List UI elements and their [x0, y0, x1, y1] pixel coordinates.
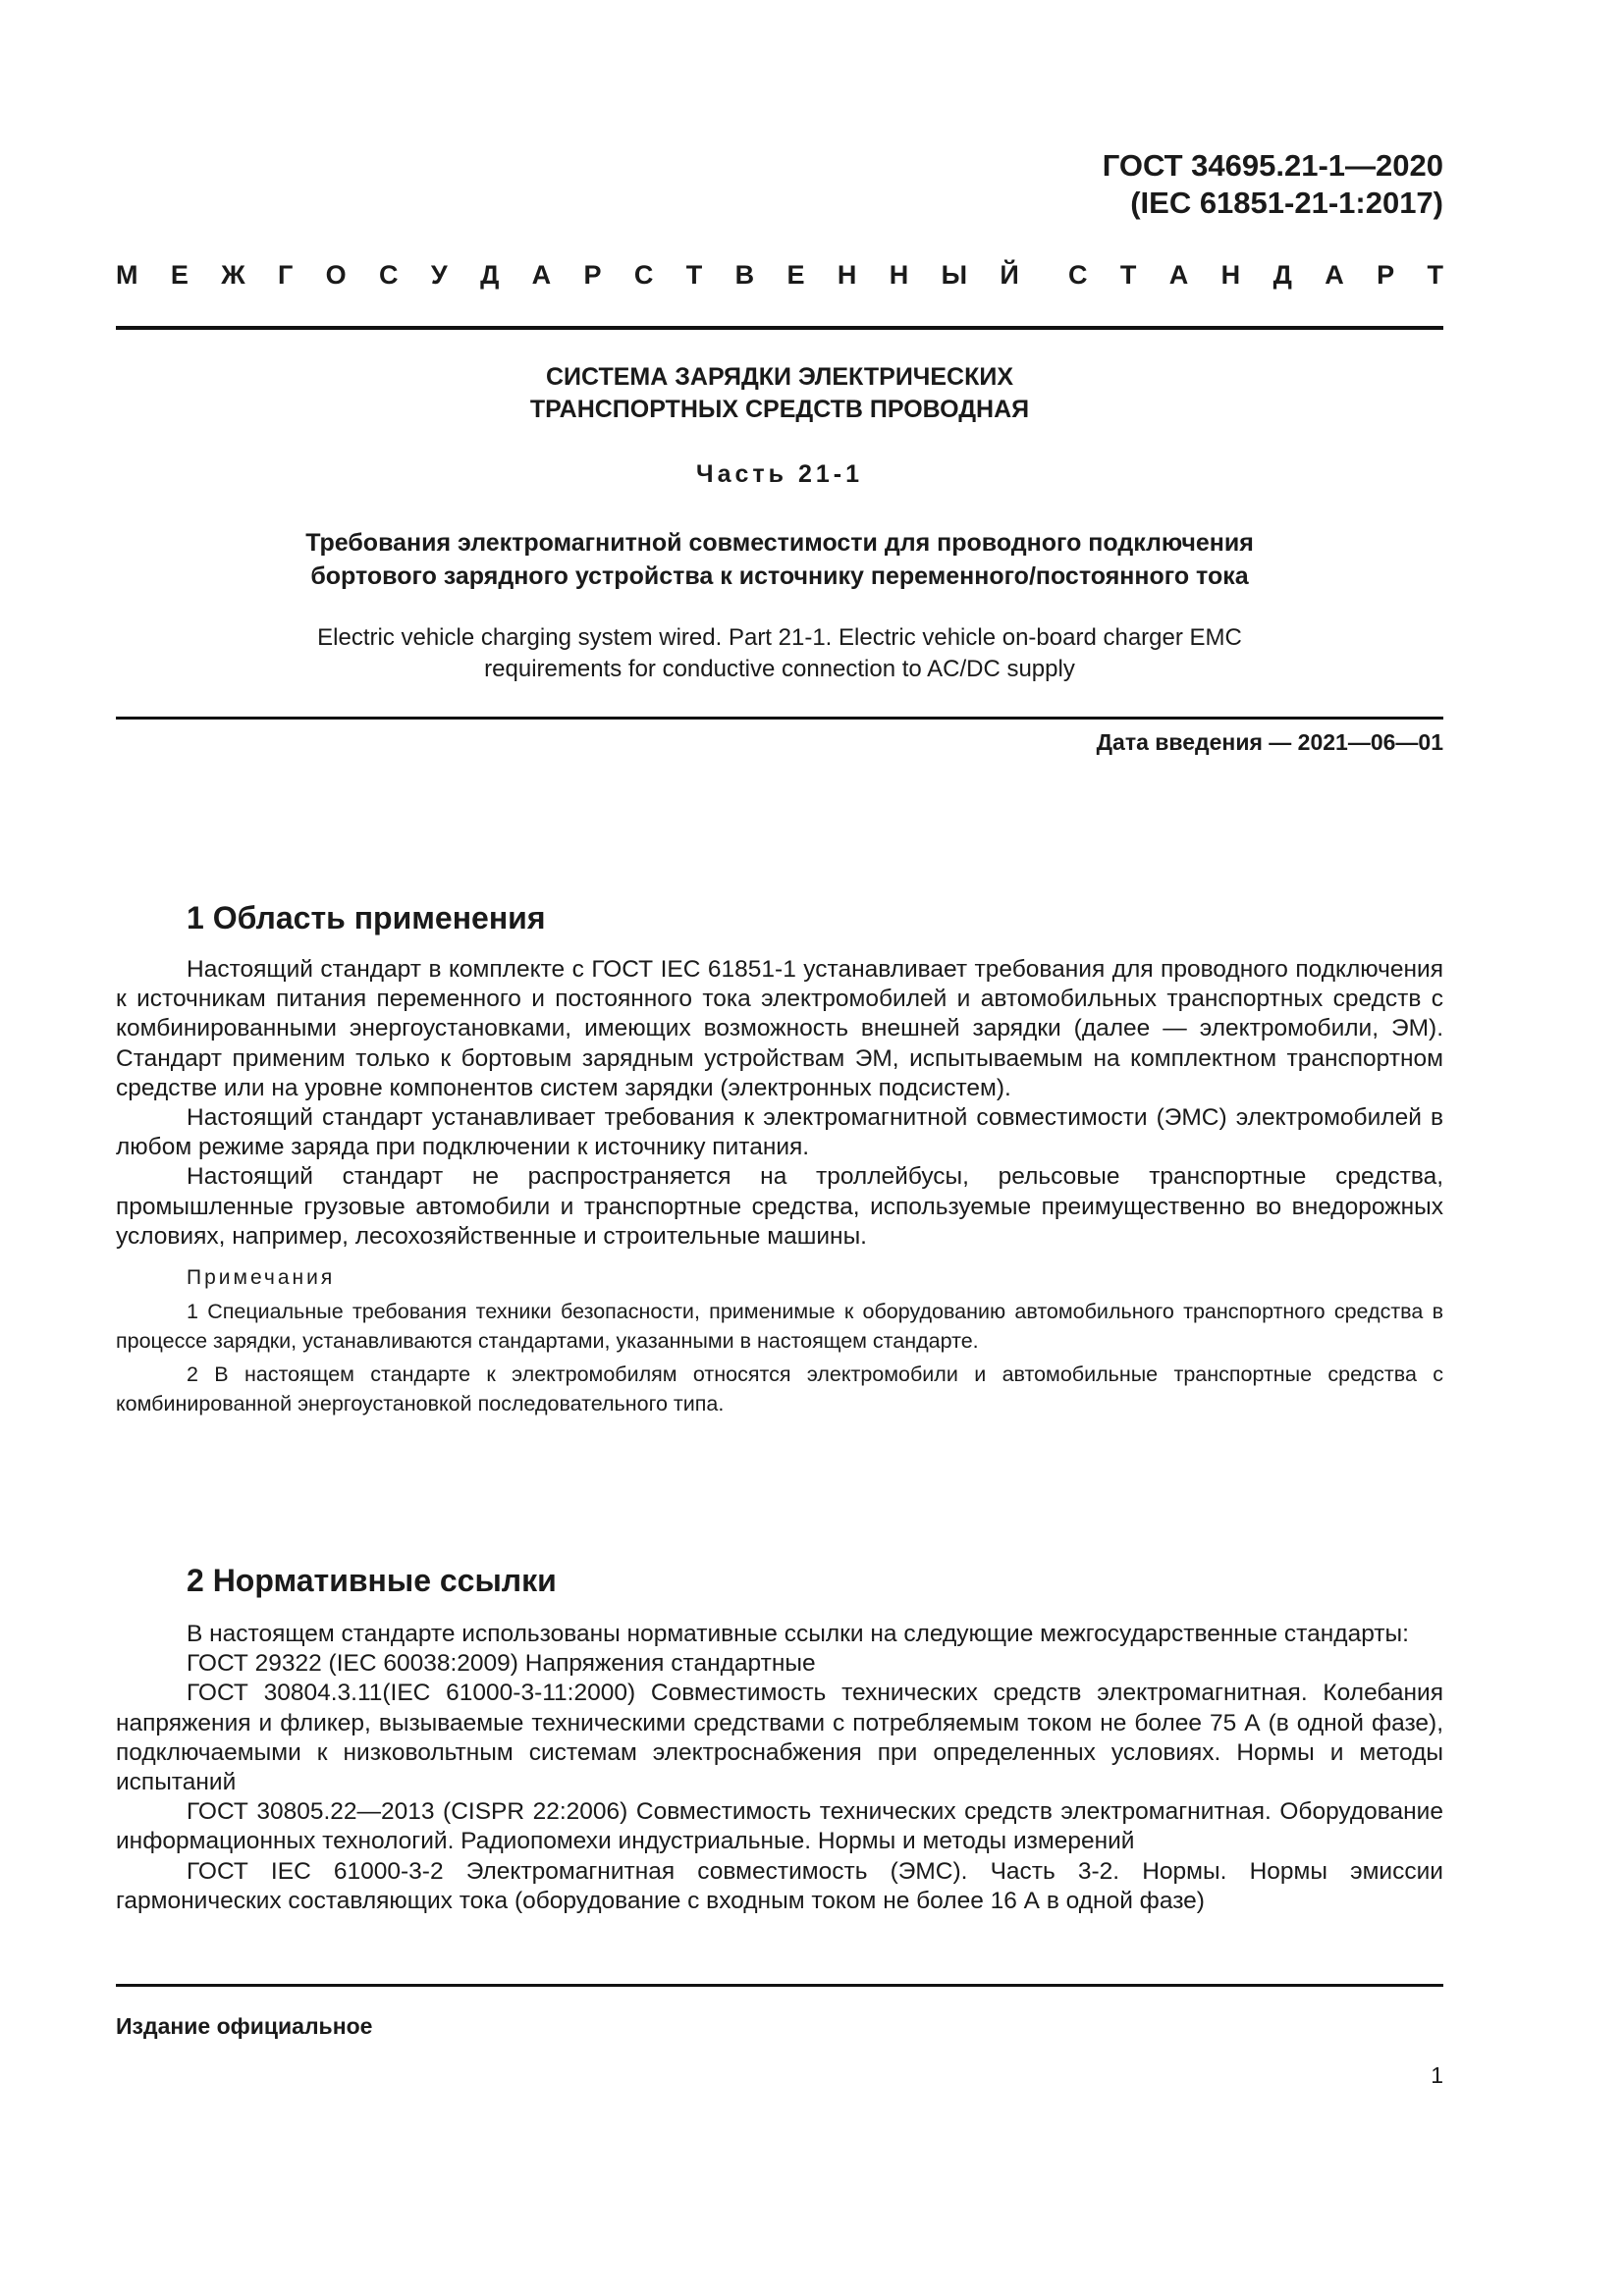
heading-letter: Р	[1377, 260, 1395, 290]
section-heading: 2 Нормативные ссылки	[187, 1563, 557, 1598]
english-title-line: Electric vehicle charging system wired. Part 21-1. Electric vehicle on-board charger EMC	[317, 624, 1242, 651]
paragraph: Настоящий стандарт устанавливает требования к электромагнитной совместимости (ЭМС) электромобилей в любом режиме заряда при подключении к источнику питания.	[116, 1104, 1443, 1161]
part-number: Часть 21-1	[696, 460, 863, 488]
heading-letter: Д	[480, 260, 500, 290]
heading-letter: А	[1168, 260, 1189, 290]
title-line: ТРАНСПОРТНЫХ СРЕДСТВ ПРОВОДНАЯ	[529, 396, 1030, 423]
heading-letter: Д	[1272, 260, 1292, 290]
iec-number: (IEC 61851-21-1:2017)	[1130, 186, 1443, 220]
english-title-line: requirements for conductive connection to AC/DC supply	[484, 656, 1075, 682]
paragraph: Настоящий стандарт не распространяется на троллейбусы, рельсовые транспортные средства, промышленные грузовые автомобили и транспортные средства, используемые преимущественно во внедорожных условиях, например, лесохозяйственные и строительные машины.	[116, 1163, 1443, 1250]
header-divider	[116, 326, 1443, 330]
paragraph: В настоящем стандарте использованы нормативные ссылки на следующие межгосударственные стандарты:	[187, 1621, 1409, 1647]
title-divider	[116, 717, 1443, 720]
heading-letter: Й	[1000, 260, 1019, 290]
heading-letter: О	[325, 260, 347, 290]
heading-letter: М	[116, 260, 138, 290]
heading-letter: Т	[685, 260, 703, 290]
heading-letter: С	[379, 260, 399, 290]
page-number: 1	[1431, 2062, 1443, 2088]
introduction-date: Дата введения — 2021—06—01	[1096, 729, 1443, 755]
document-title	[116, 361, 1443, 426]
reference-item: ГОСТ 30805.22—2013 (CISPR 22:2006) Совместимость технических средств электромагнитная. Оборудование информационных технологий. Радиопомехи индустриальные. Нормы и методы измерений	[116, 1798, 1443, 1855]
heading-letter: С	[1068, 260, 1088, 290]
standard-word	[1068, 258, 1443, 292]
reference-item: ГОСТ IEC 61000-3-2 Электромагнитная совместимость (ЭМС). Часть 3-2. Нормы. Нормы эмиссии гармонических составляющих тока (оборудование с входным током не более 16 А в одной фазе)	[116, 1857, 1443, 1914]
interstate-standard-heading	[116, 258, 1443, 292]
notes-heading: Примечания	[187, 1266, 336, 1290]
reference-item: ГОСТ 30804.3.11(IEC 61000-3-11:2000) Совместимость технических средств электромагнитная. Колебания напряжения и фликер, вызываемые техническими средствами с потребляемым током не более 75 А (в одной фазе), подключаемыми к низковольтным системам электроснабжения при определенных условиях. Нормы и методы испытаний	[116, 1680, 1443, 1796]
heading-letter: А	[531, 260, 552, 290]
heading-letter: Т	[1427, 260, 1443, 290]
section-heading: 1 Область применения	[187, 900, 546, 935]
heading-letter: Е	[786, 260, 805, 290]
heading-letter: Р	[583, 260, 602, 290]
title-line: СИСТЕМА ЗАРЯДКИ ЭЛЕКТРИЧЕСКИХ	[546, 363, 1013, 391]
standard-number-block	[1103, 147, 1443, 222]
heading-letter: Г	[278, 260, 294, 290]
heading-letter: Ы	[941, 260, 968, 290]
official-edition-label: Издание официальное	[116, 2013, 373, 2039]
interstate-word	[116, 258, 1019, 292]
heading-letter: Н	[1220, 260, 1241, 290]
heading-letter: Ж	[221, 260, 245, 290]
heading-letter: Н	[837, 260, 857, 290]
note: 1 Специальные требования техники безопасности, применимые к оборудованию автомобильного транспортного средства в процессе зарядки, устанавливаются стандартами, указанными в настоящем стандарте.	[116, 1300, 1443, 1354]
heading-letter: Т	[1119, 260, 1137, 290]
footer-divider	[116, 1984, 1443, 1987]
paragraph: Настоящий стандарт в комплекте с ГОСТ IEC 61851-1 устанавливает требования для проводного подключения к источникам питания переменного и постоянного тока электромобилей и автомобильных транспортных средств с комбинированными энергоустановками, имеющих возможность внешней зарядки (далее — электромобили, ЭМ). Стандарт применим только к бортовым зарядным устройствам ЭМ, испытываемым на комплектном транспортном средстве или на уровне компонентов систем зарядки (электронных подсистем).	[116, 956, 1443, 1101]
document-subtitle	[116, 526, 1443, 593]
section-scope	[116, 898, 1443, 1418]
subtitle-line: Требования электромагнитной совместимости для проводного подключения	[305, 529, 1254, 557]
heading-letter: В	[734, 260, 755, 290]
note: 2 В настоящем стандарте к электромобилям относятся электромобили и автомобильные транспортные средства с комбинированной энергоустановкой последовательного типа.	[116, 1362, 1443, 1416]
heading-letter: А	[1325, 260, 1344, 290]
section-normative-references	[116, 1561, 1443, 1916]
english-title	[116, 622, 1443, 685]
heading-letter: Н	[889, 260, 909, 290]
subtitle-line: бортового зарядного устройства к источнику переменного/постоянного тока	[310, 562, 1249, 590]
heading-letter: У	[430, 260, 448, 290]
standard-number: ГОСТ 34695.21-1—2020	[1102, 148, 1443, 183]
reference-item: ГОСТ 29322 (IEC 60038:2009) Напряжения стандартные	[187, 1650, 816, 1678]
heading-letter: Е	[170, 260, 189, 290]
heading-letter: С	[633, 260, 654, 290]
